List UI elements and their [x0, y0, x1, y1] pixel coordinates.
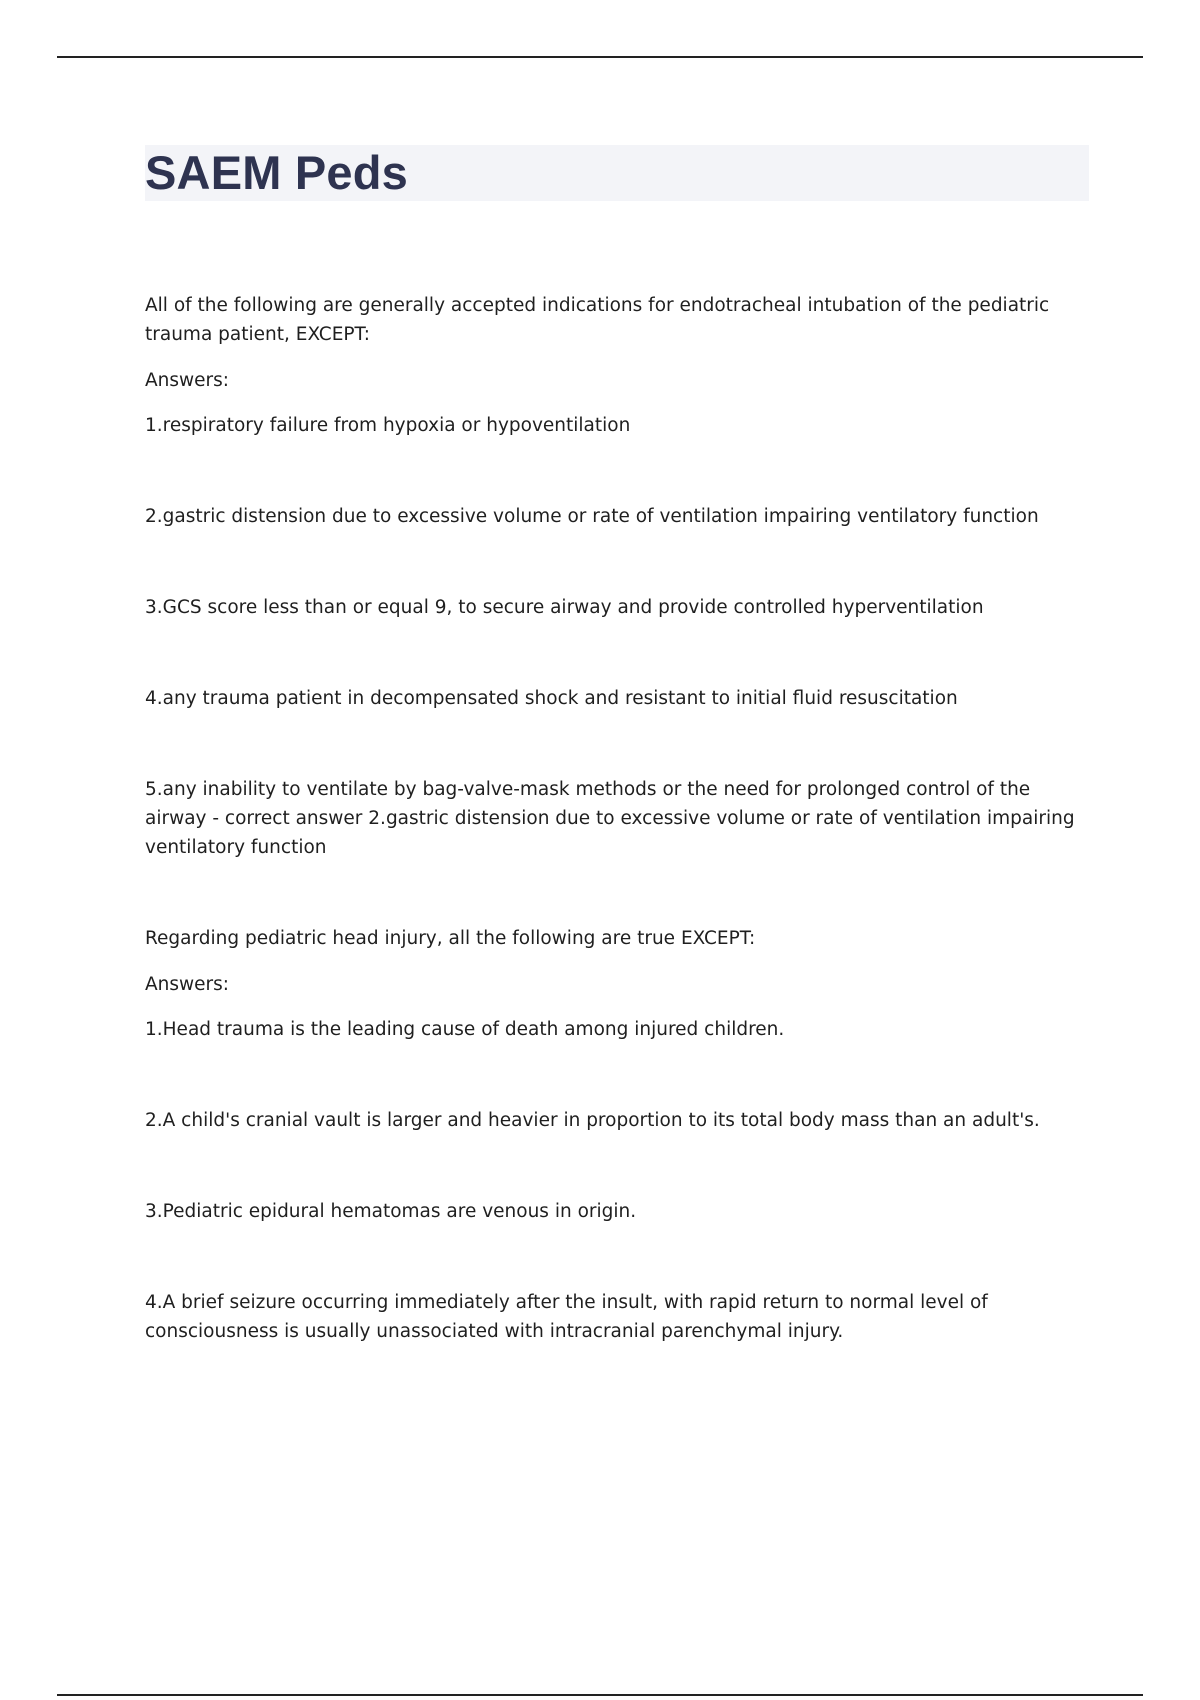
answer-option: 2.A child's cranial vault is larger and heavier in proportion to its total body mass than an adult's. [145, 1110, 1040, 1131]
answer-option: 3.Pediatric epidural hematomas are venous in origin. [145, 1201, 637, 1222]
answer-option: 1.respiratory failure from hypoxia or hypoventilation [145, 415, 631, 436]
footer-rule [57, 1694, 1143, 1696]
answer-option: 4.A brief seizure occurring immediately after the insult, with rapid return to normal level of consciousness is usually unassociated with intracranial parenchymal injury. [145, 1292, 988, 1342]
question-block [145, 291, 1095, 862]
answer-option: 5.any inability to ventilate by bag-valve-mask methods or the need for prolonged control of the airway - correct answer 2.gastric distension due to excessive volume or rate of ventilation impairing ventilatory function [145, 779, 1075, 858]
question-prompt: All of the following are generally accepted indications for endotracheal intubation of the pediatric trauma patient, EXCEPT: [145, 295, 1050, 345]
answer-option: 1.Head trauma is the leading cause of death among injured children. [145, 1019, 785, 1040]
answer-option: 3.GCS score less than or equal 9, to secure airway and provide controlled hyperventilation [145, 597, 984, 618]
answer-option: 4.any trauma patient in decompensated shock and resistant to initial fluid resuscitation [145, 688, 958, 709]
answers-label: Answers: [145, 370, 230, 391]
question-block [145, 924, 1095, 1346]
answer-option: 2.gastric distension due to excessive volume or rate of ventilation impairing ventilatory function [145, 506, 1039, 527]
page-title: SAEM Peds [145, 146, 408, 199]
question-prompt: Regarding pediatric head injury, all the following are true EXCEPT: [145, 928, 756, 949]
answers-label: Answers: [145, 974, 230, 995]
document-body [145, 291, 1095, 1408]
header-rule [57, 56, 1143, 58]
